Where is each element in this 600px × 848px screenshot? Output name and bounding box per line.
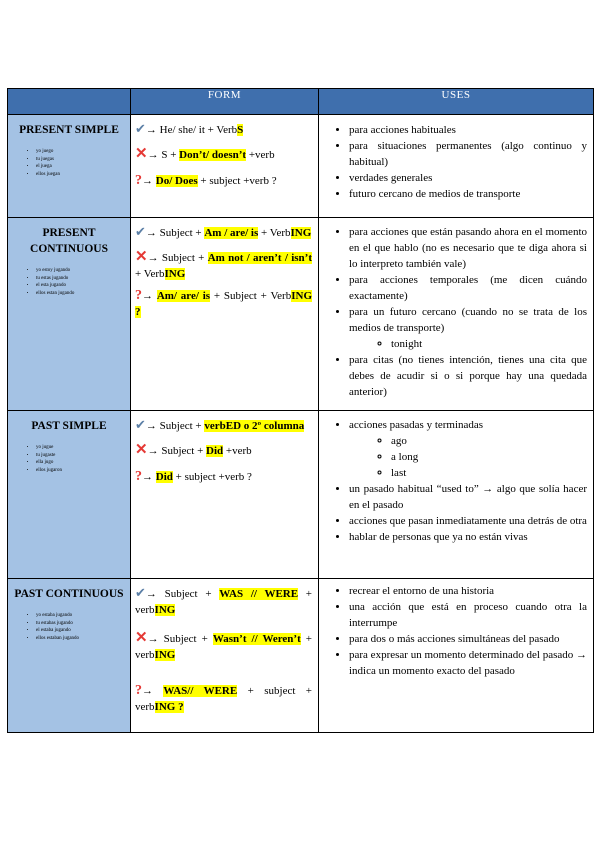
highlighted-form: Am/ are/ is [156,290,211,302]
question-form [135,683,312,715]
use-item [349,138,587,170]
uses-cell [319,218,594,411]
use-text: para acciones temporales (me dicen cuándo exactamente) [349,274,587,302]
affirmative-form [135,121,312,138]
tense-row [8,411,594,579]
tense-cell [8,579,131,733]
use-item [349,513,587,529]
form-text: + Verb [258,227,291,239]
conjugation-item: • yo estoy jugando [36,267,130,275]
uses-list [319,583,593,679]
highlighted-form: Did [155,471,173,483]
uses-cell [319,115,594,218]
conjugation-item: • ella jugo [36,459,130,467]
negative-form [135,630,312,663]
form-text: → Subject + [147,633,213,645]
tense-cell [8,411,131,579]
use-item [349,352,587,400]
form-text: → He/ she/ it + Verb [145,124,238,136]
form-text: → [142,290,157,302]
tense-title: PRESENT SIMPLE [19,124,119,136]
conjugation-item: • el estaba jugando [36,627,130,635]
conjugation-list [8,267,130,297]
conjugation-item: • ellos estan jugando [36,290,130,298]
form-text: + Verb [135,268,165,280]
use-sublist [349,433,587,481]
use-text: verdades generales [349,172,433,184]
conjugation-list [8,148,130,178]
conjugation-item: • yo juego [36,148,130,156]
form-cell [131,411,319,579]
use-sublist [349,336,587,352]
highlighted-suffix: ING [154,604,176,616]
uses-list [319,122,593,202]
conjugation-item: • ellos estaban jugando [36,635,130,643]
conjugation-item: • ellos jugaron [36,467,130,475]
use-item [349,224,587,272]
tense-cell [8,218,131,411]
question-icon: ? [135,469,142,484]
form-text: + subject +verb ? [172,471,252,483]
form-text: → [142,175,156,187]
use-text: un pasado habitual “used to” → algo que solía hacer en el pasado [349,483,587,511]
use-text: acciones que pasan inmediatamente una detrás de otra [349,515,587,527]
header-empty-cell [8,89,131,115]
conjugation-item: • tu jugaste [36,452,130,460]
uses-cell [319,411,594,579]
negative-form [135,249,312,282]
use-text: una acción que está en proceso cuando otra la interrumpe [349,601,587,629]
highlighted-form: Don’t/ doesn’t [179,149,247,161]
question-form [135,173,312,189]
use-item [349,304,587,352]
use-text: hablar de personas que ya no están vivas [349,531,528,543]
use-text: para situaciones permanentes (algo continuo y habitual) [349,140,587,168]
uses-cell [319,579,594,733]
highlighted-form: WAS// WERE [163,685,238,697]
use-item [349,272,587,304]
negative-form [135,442,312,459]
form-cell [131,218,319,411]
check-icon: ✔ [135,585,146,600]
form-cell [131,115,319,218]
question-form [135,288,312,320]
conjugation-item: • tu estabas jugando [36,620,130,628]
affirmative-form [135,417,312,434]
question-form [135,469,312,485]
question-icon: ? [135,683,142,698]
tense-row [8,579,594,733]
tense-row [8,115,594,218]
affirmative-form [135,585,312,618]
conjugation-list [8,444,130,474]
check-icon: ✔ [135,224,146,239]
use-subitem: ◦ a long [391,449,587,465]
conjugation-item: • yo jugue [36,444,130,452]
conjugation-item: • yo estaba jugando [36,612,130,620]
cross-icon: ✕ [135,630,148,646]
use-item [349,529,587,545]
grammar-table [7,88,594,733]
use-text: para citas (no tienes intención, tienes una cita que debes de acudir si o si porque hay una quedada anterior) [349,354,587,398]
question-icon: ? [135,173,142,188]
tense-title: PRESENT CONTINUOUS [30,227,108,255]
use-item [349,170,587,186]
use-text: recrear el entorno de una historia [349,585,495,597]
tense-title: PAST CONTINUOUS [14,588,124,600]
highlighted-suffix: ING ? [135,290,313,318]
highlighted-form: verbED o 2º columna [204,420,305,432]
use-subitem: ◦ tonight [391,336,587,352]
tense-title: PAST SIMPLE [31,420,107,432]
tense-cell [8,115,131,218]
form-text: → Subject + [147,445,207,457]
form-cell [131,579,319,733]
header-row [8,89,594,115]
use-item [349,186,587,202]
form-text: → [142,471,156,483]
negative-form [135,146,312,163]
highlighted-form: Am / are/ is [204,227,259,239]
tense-row [8,218,594,411]
check-icon: ✔ [135,121,146,136]
header-form: FORM [131,89,319,115]
form-text: +verb [246,149,275,161]
highlighted-form: Wasn’t // Weren’t [212,633,301,645]
form-text: +verb [223,445,252,457]
conjugation-item: • tu estas jugando [36,275,130,283]
cross-icon: ✕ [135,249,148,265]
uses-list [319,224,593,400]
highlighted-form: Do/ Does [155,175,198,187]
use-text: para acciones habituales [349,124,456,136]
affirmative-form [135,224,312,241]
form-text: → [142,685,164,697]
use-text: para un futuro cercano (cuando no se trata de los medios de transporte) [349,306,587,334]
highlighted-suffix: ING [154,649,176,661]
form-text: + Subject + Verb [210,290,292,302]
highlighted-suffix: ING [164,268,186,280]
question-icon: ? [135,288,142,303]
conjugation-item: • tu juegas [36,156,130,164]
highlighted-suffix: ING ? [154,701,184,713]
form-text: + subject + verb [135,685,313,713]
uses-list [319,417,593,545]
use-text: acciones pasadas y terminadas [349,419,484,431]
highlighted-form: Did [206,445,224,457]
use-item [349,417,587,481]
form-text: → Subject + [145,588,220,600]
use-subitem: ◦ last [391,465,587,481]
form-text: + verb [135,588,312,616]
use-text: para expresar un momento determinado del pasado → indica un momento exacto del pasado [349,649,587,677]
highlighted-form: Am not / aren’t / isn’t [207,252,312,264]
highlighted-suffix: ING [290,227,312,239]
highlighted-form: WAS // WERE [219,588,299,600]
conjugation-item: • el juega [36,163,130,171]
form-text: + verb [135,633,312,661]
use-item [349,122,587,138]
form-text: → Subject + [145,420,205,432]
conjugation-item: • el esta jugando [36,282,130,290]
form-text: → Subject + [147,252,208,264]
form-text: + subject +verb ? [197,175,277,187]
form-text: → Subject + [145,227,205,239]
use-item [349,631,587,647]
check-icon: ✔ [135,417,146,432]
use-item [349,583,587,599]
use-text: para acciones que están pasando ahora en el momento en el que hablo (no es necesario que te diga ahora si lo interpreto también vale) [349,226,587,270]
highlighted-form: S [237,124,244,136]
header-uses: USES [319,89,594,115]
use-item [349,481,587,513]
use-item [349,647,587,679]
cross-icon: ✕ [135,146,148,162]
cross-icon: ✕ [135,442,148,458]
use-item [349,599,587,631]
use-text: para dos o más acciones simultáneas del pasado [349,633,560,645]
form-text: → S + [147,149,180,161]
conjugation-list [8,612,130,642]
use-text: futuro cercano de medios de transporte [349,188,521,200]
use-subitem: ◦ ago [391,433,587,449]
conjugation-item: • ellos juegan [36,171,130,179]
